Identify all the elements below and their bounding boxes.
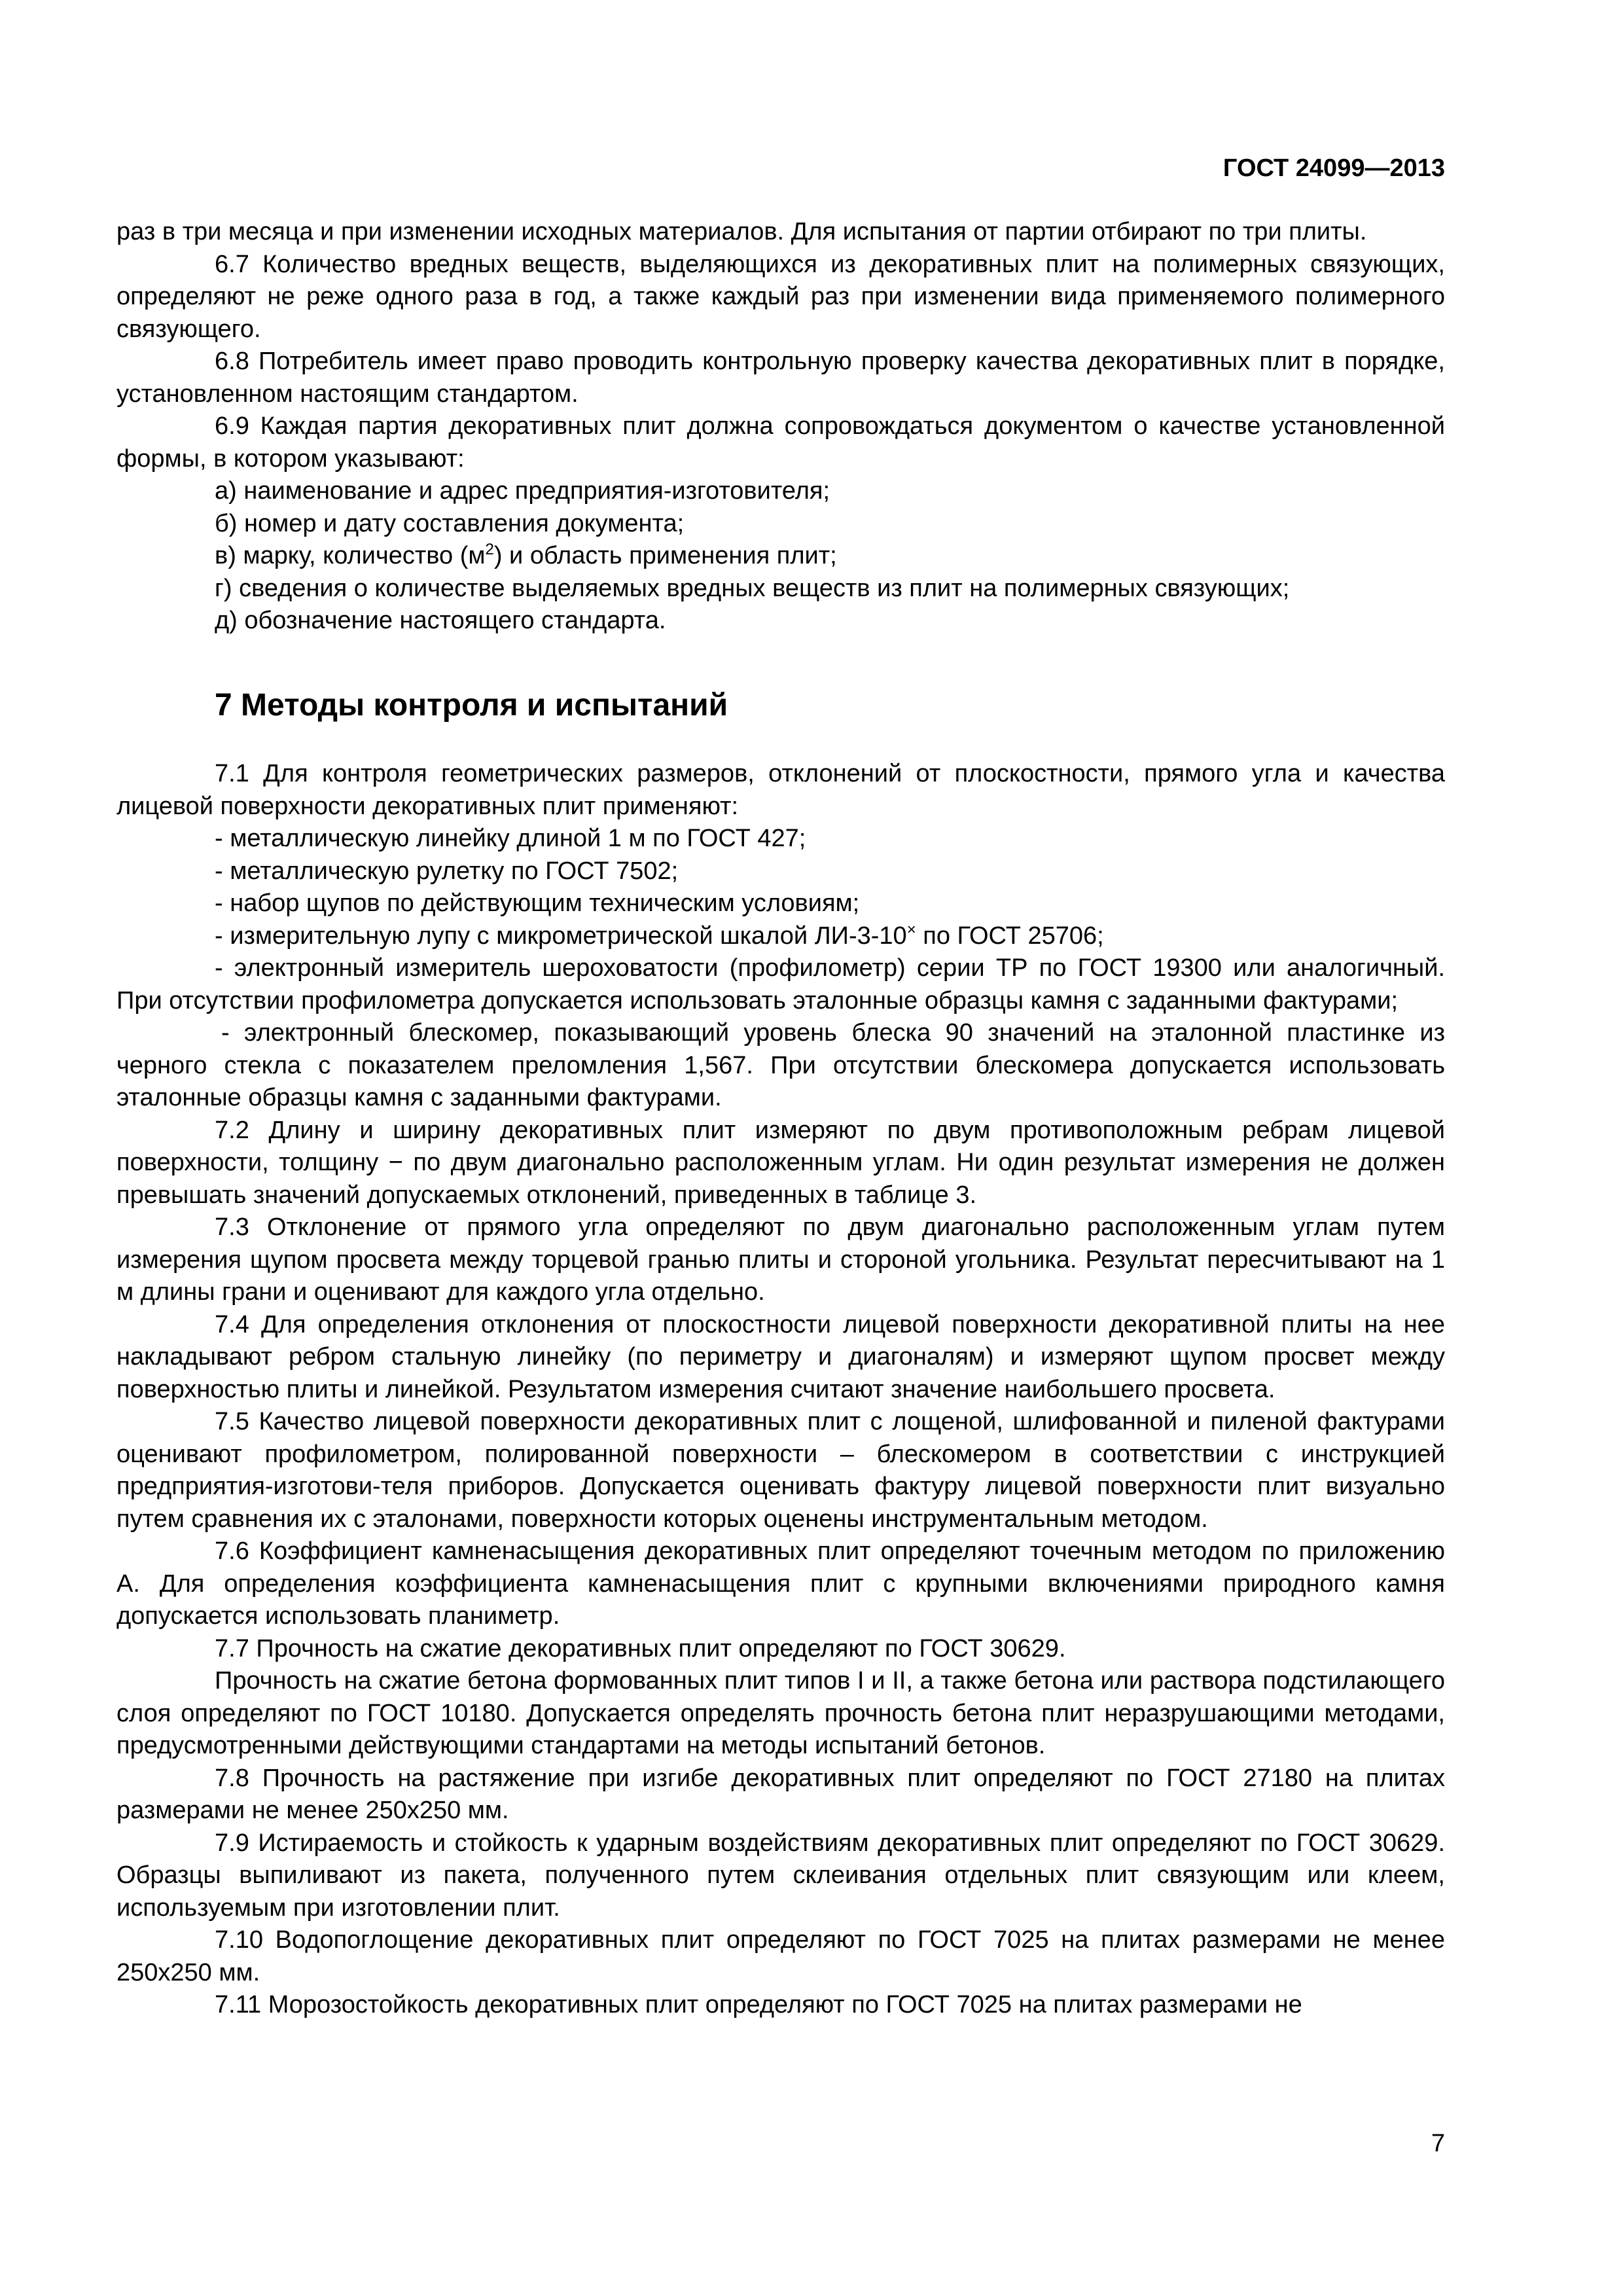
list-item-v xyxy=(116,540,1445,573)
list-item-v-text: в) марку, количество (м xyxy=(215,542,486,569)
paragraph-7-3: 7.3 Отклонение от прямого угла определяют по двум диагонально расположенным углам путем измерения щупом просвета между торцевой гранью плиты и стороной угольника. Результат пересчитывают на 1 м длины грани и оценивают для каждого угла отдельно. xyxy=(116,1213,1445,1306)
paragraph-7-7: 7.7 Прочность на сжатие декоративных плит определяют по ГОСТ 30629. xyxy=(215,1634,1066,1662)
bullet-item-4-text: - измерительную лупу с микрометрической шкалой ЛИ-3-10 xyxy=(215,922,907,950)
paragraph-7-6: 7.6 Коэффициент камненасыщения декоративных плит определяют точечным методом по приложению А. Для определения коэффициента камненасыщения плит с крупными включениями природного камня допускается использовать планиметр. xyxy=(116,1537,1445,1630)
bullet-item-1: - металлическую линейку длиной 1 м по ГОСТ 427; xyxy=(215,825,806,852)
paragraph-6-8: 6.8 Потребитель имеет право проводить контрольную проверку качества декоративных плит в порядке, установленном настоящим стандартом. xyxy=(116,348,1445,408)
superscript: 2 xyxy=(485,541,494,558)
bullet-item-6: - электронный блескомер, показывающий уровень блеска 90 значений на эталонной пластинке из черного стекла с показателем преломления 1,567. При отсутствии блескомера допускается использовать эталонные образцы камня с заданными фактурами. xyxy=(116,1019,1445,1111)
page-number: 7 xyxy=(1431,2130,1445,2157)
paragraph-7-11: 7.11 Морозостойкость декоративных плит определяют по ГОСТ 7025 на плитах размерами не xyxy=(215,1991,1302,2018)
section-6-text xyxy=(116,216,1445,637)
paragraph-7-2: 7.2 Длину и ширину декоративных плит измеряют по двум противоположным ребрам лицевой поверхности, толщину − по двум диагонально расположенным углам. Ни один результат измерения не должен превышать значений допускаемых отклонений, приведенных в таблице 3. xyxy=(116,1116,1445,1209)
bullet-item-4-text-end: по ГОСТ 25706; xyxy=(916,922,1104,950)
document-header: ГОСТ 24099—2013 xyxy=(1222,154,1445,182)
paragraph-6-9: 6.9 Каждая партия декоративных плит должна сопровождаться документом о качестве установленной формы, в котором указывают: xyxy=(116,412,1445,473)
paragraph-7-4: 7.4 Для определения отклонения от плоскостности лицевой поверхности декоративной плиты на нее накладывают ребром стальную линейку (по периметру и диагоналям) и измеряют щупом просвет между поверхностью плиты и линейкой. Результатом измерения считают значение наибольшего просвета. xyxy=(116,1310,1445,1403)
list-item-d: д) обозначение настоящего стандарта. xyxy=(215,607,666,634)
superscript: × xyxy=(906,920,916,939)
bullet-item-3: - набор щупов по действующим техническим условиям; xyxy=(215,889,860,917)
paragraph-7-1: 7.1 Для контроля геометрических размеров, отклонений от плоскостности, прямого угла и качества лицевой поверхности декоративных плит применяют: xyxy=(116,760,1445,820)
paragraph-7-5: 7.5 Качество лицевой поверхности декоративных плит с лощеной, шлифованной и пиленой фактурами оценивают профилометром, полированной поверхности – блескомером в соответствии с инструкцией предприятия-изготови-теля приборов. Допускается оценивать фактуру лицевой поверхности плит визуально путем сравнения их с эталонами, поверхности которых оценены инструментальным методом. xyxy=(116,1408,1445,1533)
section-7-text xyxy=(116,758,1445,2022)
paragraph-7-10: 7.10 Водопоглощение декоративных плит определяют по ГОСТ 7025 на плитах размерами не менее 250х250 мм. xyxy=(116,1926,1445,1986)
paragraph-7-7-second: Прочность на сжатие бетона формованных плит типов I и II, а также бетона или раствора подстилающего слоя определяют по ГОСТ 10180. Допускается определять прочность бетона плит неразрушающими методами, предусмотренными действующими стандартами на методы испытаний бетонов. xyxy=(116,1667,1445,1759)
list-item-v-text-end: ) и область применения плит; xyxy=(493,542,837,569)
bullet-item-4 xyxy=(116,920,1445,953)
paragraph-7-9: 7.9 Истираемость и стойкость к ударным воздействиям декоративных плит определяют по ГОСТ 30629. Образцы выпиливают из пакета, полученного путем склеивания отдельных плит связующим или клеем, используемым при изготовлении плит. xyxy=(116,1829,1445,1922)
paragraph-6-6-continuation: раз в три месяца и при изменении исходных материалов. Для испытания от партии отбирают по три плиты. xyxy=(116,218,1367,245)
paragraph-6-7: 6.7 Количество вредных веществ, выделяющихся из декоративных плит на полимерных связующих, определяют не реже одного раза в год, а также каждый раз при изменении вида применяемого полимерного связующего. xyxy=(116,250,1445,343)
list-item-g: г) сведения о количестве выделяемых вредных веществ из плит на полимерных связующих; xyxy=(215,574,1290,602)
bullet-item-5: - электронный измеритель шероховатости (профилометр) серии ТР по ГОСТ 19300 или аналогичный. При отсутствии профилометра допускается использовать эталонные образцы камня с заданными фактурами; xyxy=(116,954,1445,1014)
paragraph-7-8: 7.8 Прочность на растяжение при изгибе декоративных плит определяют по ГОСТ 27180 на плитах размерами не менее 250х250 мм. xyxy=(116,1764,1445,1824)
list-item-a: а) наименование и адрес предприятия-изготовителя; xyxy=(215,477,830,505)
section-7-heading: 7 Методы контроля и испытаний xyxy=(215,688,728,723)
list-item-b: б) номер и дату составления документа; xyxy=(215,509,685,537)
bullet-item-2: - металлическую рулетку по ГОСТ 7502; xyxy=(215,857,679,885)
